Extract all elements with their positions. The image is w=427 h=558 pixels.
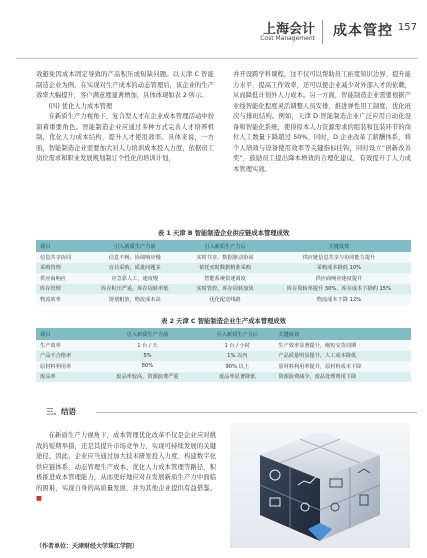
table-cell: 实时共享，数据驱动协同 xyxy=(183,252,267,263)
table-cell: 实时管控，库存周转加快 xyxy=(183,284,267,295)
table-cell: 智能系统快速调度 xyxy=(183,273,267,284)
table-cell: 产品不合格率 xyxy=(36,351,95,362)
page-header xyxy=(217,18,417,48)
table-row xyxy=(36,372,411,383)
table-row xyxy=(36,340,411,351)
table1 xyxy=(36,240,411,305)
table-cell: 原材料利用率提升，原材料成本下降 xyxy=(274,361,411,372)
table-row xyxy=(36,252,411,263)
table-cell: 采购管理 xyxy=(36,263,86,274)
table-header: 引入新质生产力前 xyxy=(95,328,200,340)
table2 xyxy=(36,328,411,382)
table-cell: 废品率较高，资源浪费严重 xyxy=(95,372,200,383)
paragraph: 效避免因成本固定导致的产品积压或短缺问题。以天津 C 智能制造企业为例，在实现对生产成本的动态管理后，该企业的生产效率大幅提升，客户满意度显著增加，具体体现如表 2 所示。 xyxy=(36,71,214,99)
table-cell: 盲目采购，质量问题多 xyxy=(86,263,183,274)
table2-caption: 表 2 天津 C 智能制造企业生产成本管理成效 xyxy=(161,318,286,325)
table-cell: 物流成本下降 12% xyxy=(267,294,411,305)
header-divider xyxy=(322,20,323,44)
table-cell: 库存管理 xyxy=(36,284,86,295)
conclusion-heading-bar xyxy=(0,404,427,420)
table-row xyxy=(36,273,411,284)
left-column xyxy=(36,70,214,165)
table-cell: 1 台 / 小时 xyxy=(200,340,274,351)
page-number: 157 xyxy=(397,22,417,33)
table-cell: 物流效率 xyxy=(36,294,86,305)
table-cell: 供应商响应 xyxy=(36,273,86,284)
section-heading: (四) 优化人力成本管理 xyxy=(48,102,113,110)
magazine-subtitle: Cost Management xyxy=(260,35,315,42)
table-cell: 信息不畅，协调响应慢 xyxy=(86,252,183,263)
table-cell: 废品率显著降低 xyxy=(200,372,274,383)
table-header: 项目 xyxy=(36,240,86,252)
table-cell: 资源浪费减少，废品处理费用下降 xyxy=(274,372,411,383)
table1-caption: 表 1 天津 B 智能制造企业供应链成本管理成效 xyxy=(157,230,290,237)
table-header: 项目 xyxy=(36,328,95,340)
header-rule xyxy=(16,58,417,59)
table-cell: 供应链信息共享与协同能力提升 xyxy=(267,252,411,263)
table-row xyxy=(36,284,411,295)
table-cell: 生产效率显著提升，缩短交货周期 xyxy=(274,340,411,351)
table-cell: 库存积压严重，库存周转率低 xyxy=(86,284,183,295)
table-cell: 产品质量明显提升，人工成本降低 xyxy=(274,351,411,362)
conclusion-text xyxy=(36,431,216,505)
table-cell: 库存周转率提升 30%，库存成本下降约 15% xyxy=(267,284,411,295)
table-cell: 信息共享协同 xyxy=(36,252,86,263)
table-cell: 依托实时数据精准采购 xyxy=(183,263,267,274)
table-row xyxy=(36,294,411,305)
table-cell: 原材料利用率 xyxy=(36,361,95,372)
table-cell: 90% 以上 xyxy=(200,361,274,372)
table-row xyxy=(36,361,411,372)
table-cell: 1% 以内 xyxy=(200,351,274,362)
heading-rule xyxy=(96,412,417,413)
table-row xyxy=(36,263,411,274)
table-header: 引入新质生产力前 xyxy=(86,240,183,252)
cube-icon xyxy=(230,423,410,548)
section-title: 成本管控 xyxy=(333,23,393,39)
table-cell: 废品率 xyxy=(36,372,95,383)
table-cell: 优化配送线路 xyxy=(183,294,267,305)
table-cell: 生产效率 xyxy=(36,340,95,351)
table-header: 关键成效 xyxy=(267,240,411,252)
author-affiliation: （作者单位：天津财经大学珠江学院） xyxy=(36,543,139,550)
table-cell: 采购成本降低 10% xyxy=(267,263,411,274)
table-row xyxy=(36,351,411,362)
paragraph: 在新质生产力视角下，成本管理优化改革不仅是企业应对挑战的短期举措，还是其提升市场竞争力，实现可持续发展的关键途径。因此，企业应当通过加大技术研发投入力度、构建数字化供应链体系、动态管理生产成本、优化人力成本管理等路径，积极推进成本管理能力，从而更好地应对在发展新质生产力中面临的困难，实现自身的高质量发展，并为其他企业提供有益借鉴。 xyxy=(36,432,216,492)
magazine-logo: 上海会计 xyxy=(262,22,315,37)
table-cell: 1 台 / 天 xyxy=(95,340,200,351)
table-cell: 5% xyxy=(95,351,200,362)
table-cell: 规划粗放，物流成本高 xyxy=(86,294,183,305)
table-cell: 供应商响应速度提升 xyxy=(267,273,411,284)
table-header: 引入新质生产力后 xyxy=(183,240,267,252)
table-cell: 80% xyxy=(95,361,200,372)
right-column xyxy=(233,70,411,175)
paragraph: 并开设跨学科课程，这不仅可以帮助员工拓宽知识边界、提升能力水平，提高工作效率，还可以使企业减少对外部人才的依赖，从而降低计划外人力成本。另一方面，智能制造企业需要根据产业线智能化程度灵活调整人员安排，推进弹性用工制度，优化班次与排班结构。例如，天津 D 智能制造企业广泛应用自动化设备和智能化系统，使得原本人力资源需求的组装和包装环节的岗位人工数量下降超过 50%。同时，D 企业改革了薪酬体系，将个人绩效与设备使用效率等关键指标挂钩，同时设立“创新改善奖”，鼓励员工提出降本增效的合理化建议，有效提升了人力成本管理实效。 xyxy=(233,71,411,173)
table-header: 关键成效 xyxy=(274,328,411,340)
table-cell: 应急靠人工，速度慢 xyxy=(86,273,183,284)
end-mark: ■ xyxy=(36,495,42,502)
table-header: 引入新质生产力后 xyxy=(200,328,274,340)
conclusion-heading: 三、结语 xyxy=(46,407,76,416)
paragraph: 在新质生产力视角下，复合型人才在企业成本管理活动中扮演着重要角色。智能制造企业应通过多种方式完善人才培养机制，优化人力成本结构，提升人才使用效率。具体来说，一方面，智能制造企业需要加大对人力培训成本投入力度，依据员工岗位需求和职业发展规划制订个性化的培训计划， xyxy=(36,113,214,162)
